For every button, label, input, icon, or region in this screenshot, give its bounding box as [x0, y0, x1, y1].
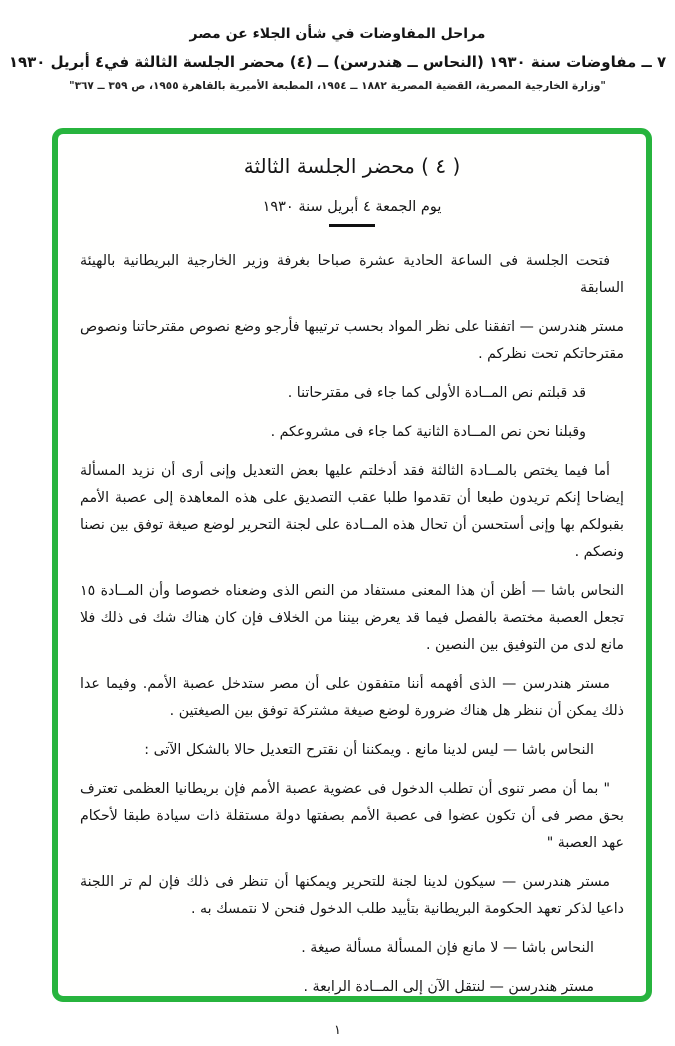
paragraph-nahhas-1: النحاس باشا — أظن أن هذا المعنى مستفاد من النص الذى وضعناه خصوصا وأن المــادة ١٥ تجعل العصبة مختصة بالفصل فيما قد يعرض بيننا من الخلاف فإن كان هناك شك فى ذلك فلا مانع لدى من التوفيق بين النصين .	[80, 582, 624, 653]
paragraph-henderson-1: مستر هندرسن — اتفقنا على نظر المواد بحسب ترتيبها فأرجو وضع نصوص مقترحاتنا ونصوص مقترحاتكم تحت نظركم .	[80, 318, 624, 362]
document-series-title: مراحل المفاوضات في شأن الجلاء عن مصر	[189, 26, 486, 42]
session-title: ( ٤ ) محضر الجلسة الثالثة	[243, 154, 461, 178]
transcript-box	[52, 128, 652, 1002]
paragraph-article-one: قد قبلتم نص المــادة الأولى كما جاء فى مقترحاتنا .	[287, 384, 586, 401]
paragraph-article-three: أما فيما يختص بالمــادة الثالثة فقد أدخلتم عليها بعض التعديل وإنى أرى أن نزيد المسألة إيضاحا إنكم تريدون طبعا أن تقدموا طلبا عقب التصديق على هذه المعاهدة إلى عصبة الأمم بقبولكم بها وإنى أستحسن أن تحال هذه المــادة على لجنة التحرير لوضع صيغة توفق بين نصنا ونصكم .	[80, 462, 624, 560]
paragraph-nahhas-3: النحاس باشا — لا مانع فإن المسألة مسألة صيغة .	[301, 939, 594, 956]
paragraph-nahhas-2: النحاس باشا — ليس لدينا مانع . ويمكننا أن نقترح التعديل حالا بالشكل الآتى :	[144, 741, 594, 758]
paragraph-proposed-amendment-quote: " بما أن مصر تنوى أن تطلب الدخول فى عضوية عصبة الأمم فإن بريطانيا العظمى تعترف بحق مصر فى أن تكون عضوا فى عصبة الأمم بصفتها دولة مستقلة ذات سيادة طبقا لأحكام عهد العصبة "	[80, 780, 624, 851]
paragraph-session-opening: فتحت الجلسة فى الساعة الحادية عشرة صباحا بغرفة وزير الخارجية البريطانية بالهيئة السابقة	[80, 252, 624, 296]
page-footer	[0, 1019, 675, 1038]
paragraph-henderson-3: مستر هندرسن — سيكون لدينا لجنة للتحرير ويمكنها أن تنظر فى ذلك فإن لم تر اللجنة داعيا لذكر تعهد الحكومة البريطانية بتأييد طلب الدخول فنحن لا نتمسك به .	[80, 873, 624, 917]
paragraph-henderson-4: مستر هندرسن — لنتقل الآن إلى المــادة الرابعة .	[303, 978, 594, 995]
document-source-citation: "وزارة الخارجية المصرية، القضية المصرية ١٨٨٢ ــ ١٩٥٤، المطبعة الأميرية بالقاهرة ١٩٥٥، ص ٣٥٩ ــ ٣٦٧"	[69, 80, 606, 92]
paragraph-article-two: وقبلنا نحن نص المــادة الثانية كما جاء فى مشروعكم .	[270, 423, 586, 440]
page-number: ١	[334, 1023, 341, 1038]
document-section-title: ٧ ــ مفاوضات سنة ١٩٣٠ (النحاس ــ هندرسن) ــ (٤) محضر الجلسة الثالثة في٤ أبريل ١٩٣٠	[8, 53, 667, 71]
paragraph-henderson-2: مستر هندرسن — الذى أفهمه أننا متفقون على أن مصر ستدخل عصبة الأمم. وفيما عدا ذلك يمكن أن ننظر هل هناك ضرورة لوضع صيغة مشتركة توفق بين الصيغتين .	[80, 675, 624, 719]
date-underline-rule	[329, 224, 375, 227]
session-date: يوم الجمعة ٤ أبريل سنة ١٩٣٠	[262, 199, 442, 215]
document-header	[0, 0, 675, 92]
